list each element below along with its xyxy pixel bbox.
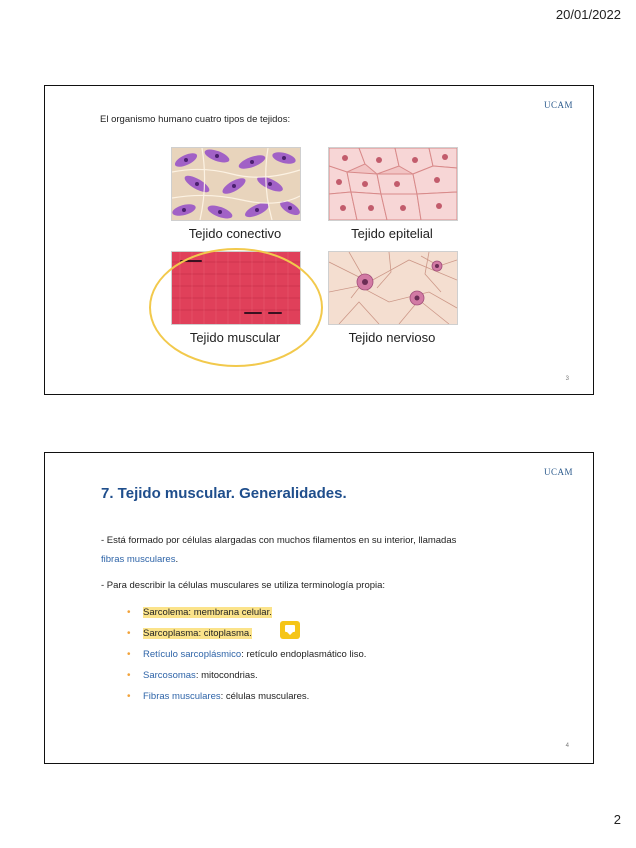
highlighted-text	[143, 628, 252, 639]
brand-logo: UCAM	[543, 467, 573, 477]
highlighted-text	[143, 607, 272, 618]
slide-number: 3	[565, 376, 569, 382]
separator: :	[188, 607, 194, 618]
paragraph-definition	[101, 531, 541, 569]
bullet-icon: •	[127, 628, 131, 639]
tile-label-muscle: Tejido muscular	[189, 330, 281, 345]
slide-tissue-types	[44, 85, 594, 395]
slide-title: 7. Tejido muscular. Generalidades.	[101, 485, 347, 502]
nervous-tissue-image	[328, 251, 458, 325]
term: Sarcolema	[143, 607, 189, 618]
paragraph-text: - Está formado por células alargadas con muchos filamentos en su interior, llamadas	[101, 535, 457, 546]
term-fibras-musculares: fibras musculares	[101, 554, 176, 565]
separator: :	[195, 670, 202, 681]
page-date: 20/01/2022	[555, 7, 621, 22]
paragraph-end: .	[175, 554, 179, 565]
list-item	[101, 602, 541, 623]
bullet-icon: •	[127, 691, 131, 702]
comment-icon[interactable]	[280, 621, 300, 639]
highlight-circle	[149, 248, 323, 367]
slide-number: 4	[565, 743, 569, 749]
epithelial-tissue-image	[328, 147, 458, 221]
list-item	[101, 686, 541, 707]
bullet-icon: •	[127, 670, 131, 681]
list-item	[101, 644, 541, 665]
page-number: 2	[613, 812, 621, 827]
list-item	[101, 623, 541, 644]
connective-tissue-image	[171, 147, 301, 221]
tile-label-nervous: Tejido nervioso	[348, 330, 436, 345]
list-item	[101, 665, 541, 686]
term: Sarcoplasma	[143, 628, 199, 639]
slide-muscle-generalities	[44, 452, 594, 764]
term: Retículo sarcoplásmico	[143, 649, 242, 660]
paragraph-terminology: - Para describir la células musculares se utiliza terminología propia:	[101, 580, 386, 591]
slide-intro-text: El organismo humano cuatro tipos de tejidos:	[100, 114, 291, 125]
tile-label-connective: Tejido conectivo	[188, 226, 282, 241]
definition: células musculares.	[225, 691, 310, 702]
separator: :	[241, 649, 247, 660]
bullet-icon: •	[127, 607, 131, 618]
separator: :	[220, 691, 226, 702]
separator: :	[198, 628, 204, 639]
definition: citoplasma.	[203, 628, 252, 639]
brand-logo: UCAM	[543, 100, 573, 110]
definition: membrana celular.	[193, 607, 272, 618]
term: Fibras musculares	[143, 691, 221, 702]
term: Sarcosomas	[143, 670, 196, 681]
definition: mitocondrias.	[201, 670, 258, 681]
terminology-list	[101, 602, 541, 707]
slide-body	[101, 531, 541, 707]
definition: retículo endoplasmático liso.	[246, 649, 367, 660]
bullet-icon: •	[127, 649, 131, 660]
tile-label-epithelial: Tejido epitelial	[351, 226, 433, 241]
